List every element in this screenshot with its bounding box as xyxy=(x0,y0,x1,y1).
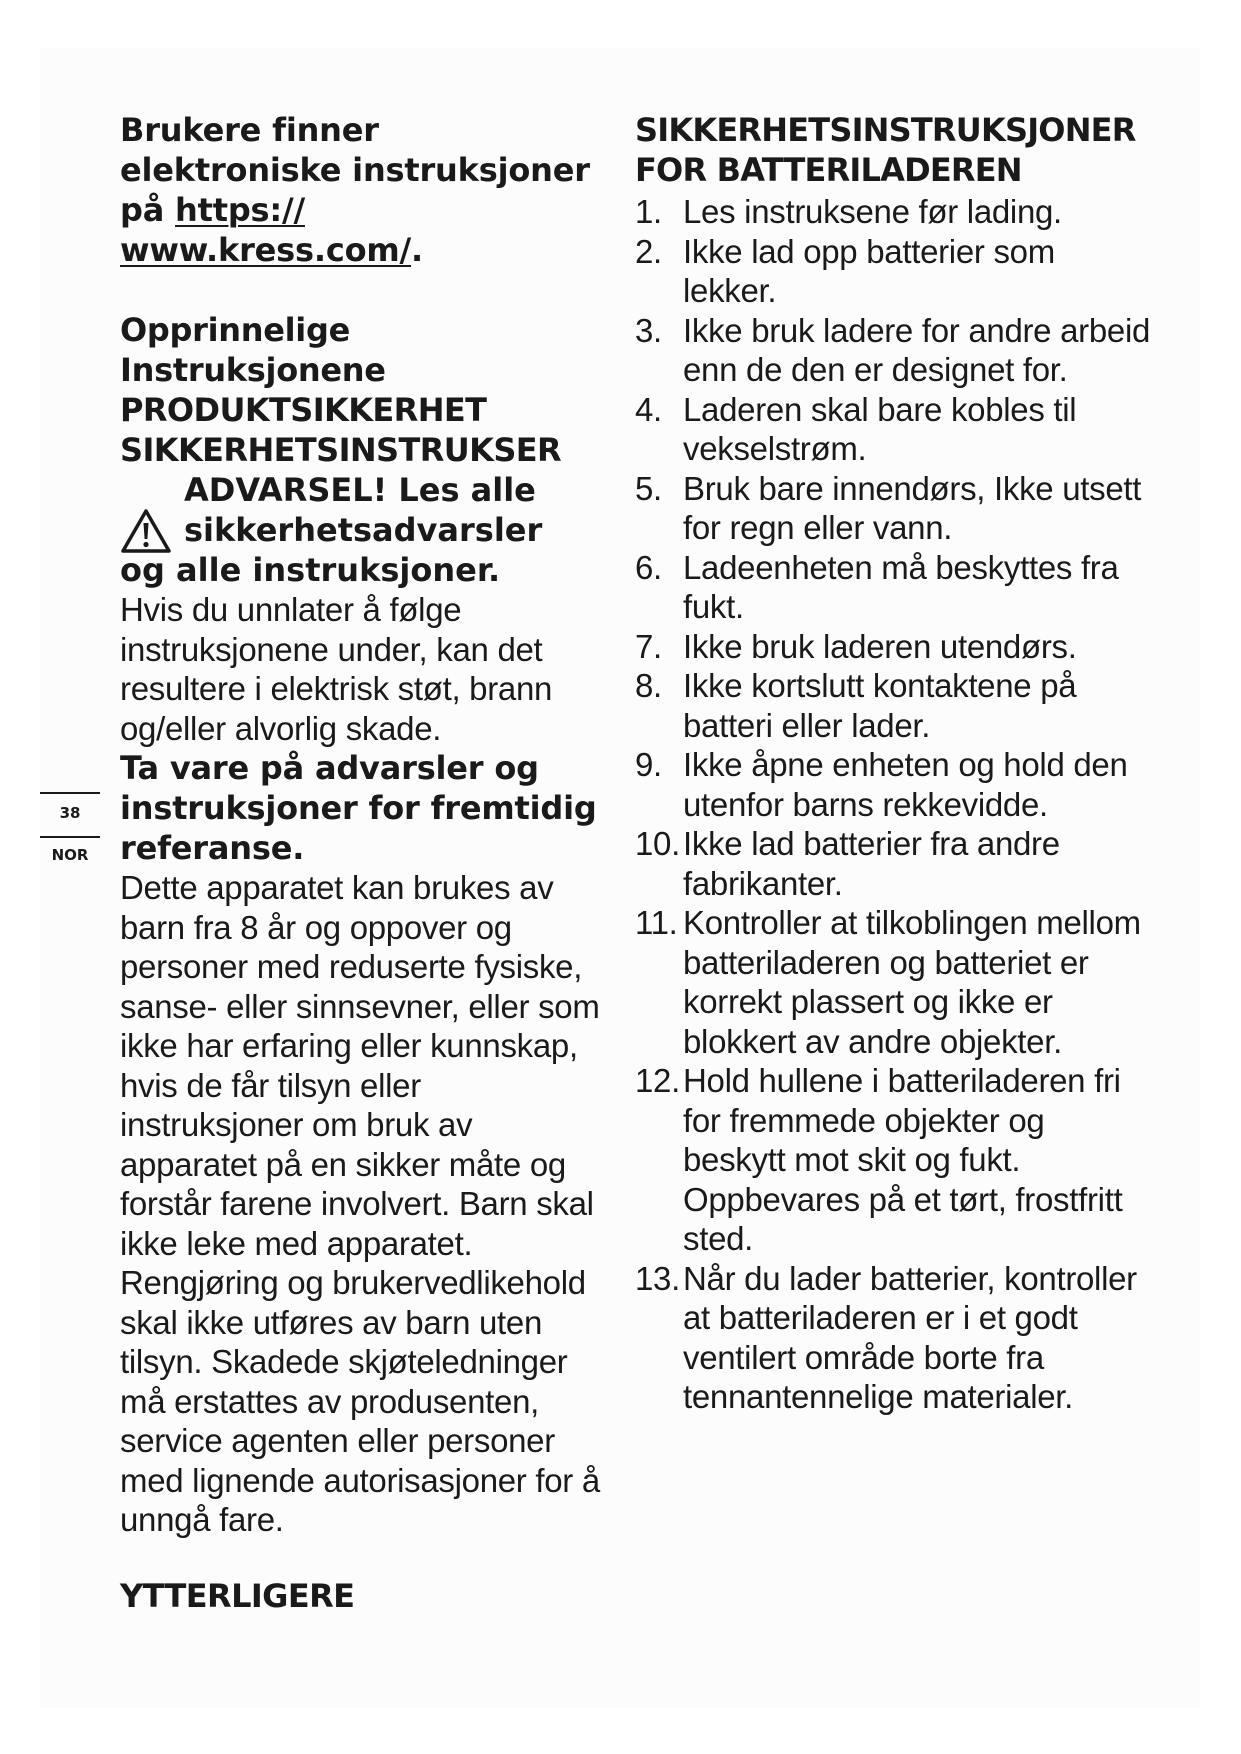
left-column xyxy=(120,110,608,1616)
original-instructions-heading xyxy=(120,310,608,390)
warning-line-2: sikkerhetsadvarsler xyxy=(184,511,543,549)
further-heading: YTTERLIGERE xyxy=(120,1576,355,1615)
list-item-number: 9. xyxy=(635,746,662,783)
keep-instructions-heading: Ta vare på advarsler og instruksjoner for fremtidig referanse. xyxy=(120,749,597,867)
safety-list-item xyxy=(635,232,1155,311)
list-item-text: Hold hullene i batteriladeren fri for fremmede objekter og beskytt mot skit og fukt. Oppbevares på et tørt, frostfritt sted. xyxy=(683,1062,1123,1257)
language-code: NOR xyxy=(51,846,89,864)
list-item-text: Ikke åpne enheten og hold den utenfor barns rekkevidde. xyxy=(683,746,1128,823)
warning-line-3: og alle instruksjoner. xyxy=(120,551,501,589)
list-item-number: 6. xyxy=(635,548,662,586)
safety-list-item xyxy=(635,192,1155,232)
list-item-text: Ikke bruk ladere for andre arbeid enn de den er designet for. xyxy=(683,311,1151,388)
safety-list-item xyxy=(635,390,1155,469)
list-item-number: 2. xyxy=(635,232,662,270)
side-divider-bottom xyxy=(40,836,100,838)
product-safety-heading: PRODUKTSIKKERHET xyxy=(120,391,487,429)
original-line-2: Instruksjonene xyxy=(120,351,386,389)
appliance-usage-text: Dette apparatet kan brukes av barn fra 8 år og oppover og personer med reduserte fysiske, sanse- eller sinnsevner, eller som ikke har erfaring eller kunnskap, hvis de får tilsyn eller instruksjoner om bruk av apparatet på en sikker måte og forstår farene involvert. Barn skal ikke leke med apparatet. Rengjøring og brukervedlikehold skal ikke utføres av barn uten tilsyn. Skadede skjøteledninger må erstattes av produsenten, service agenten eller personer med lignende autorisasjoner for å unngå fare. xyxy=(120,869,600,1538)
list-item-number: 10. xyxy=(635,825,680,862)
charger-safety-list xyxy=(635,192,1155,1417)
safety-list-item xyxy=(635,824,1155,903)
safety-list-item xyxy=(635,469,1155,548)
list-item-text: Bruk bare innendørs, Ikke utsett for regn eller vann. xyxy=(683,469,1142,546)
list-item-text: Når du lader batterier, kontroller at batteriladeren er i et godt ventilert område borte fra tennantennelige materialer. xyxy=(683,1259,1137,1415)
intro-text: Brukere finner elektroniske instruksjoner på xyxy=(120,111,590,229)
safety-instructions-heading: SIKKERHETSINSTRUKSER xyxy=(120,431,562,469)
list-item-text: Ladeenheten må beskyttes fra fukt. xyxy=(683,548,1119,625)
list-item-text: Ikke bruk laderen utendørs. xyxy=(683,627,1077,665)
kress-website-link[interactable]: https:// www.kress.com/ xyxy=(120,191,411,269)
warning-triangle-icon xyxy=(120,508,172,554)
list-item-text: Kontroller at tilkoblingen mellom batteriladeren og batteriet er korrekt plassert og ikke er blokkert av andre objekter. xyxy=(683,904,1141,1060)
safety-list-item xyxy=(635,745,1155,824)
list-item-number: 11. xyxy=(635,904,678,941)
safety-list-item xyxy=(635,548,1155,627)
battery-charger-safety-heading: SIKKERHETSINSTRUKSJONER FOR BATTERILADEREN xyxy=(635,111,1136,189)
safety-list-item xyxy=(635,1259,1155,1417)
list-item-text: Ikke lad batterier fra andre fabrikanter. xyxy=(683,825,1060,902)
list-item-number: 8. xyxy=(635,667,662,704)
list-item-number: 4. xyxy=(635,390,662,428)
side-divider-top xyxy=(40,792,100,794)
list-item-number: 1. xyxy=(635,193,662,230)
safety-list-item xyxy=(635,1061,1155,1259)
electronic-instructions-note xyxy=(120,110,608,270)
safety-list-item xyxy=(635,627,1155,667)
list-item-number: 7. xyxy=(635,627,662,665)
warning-body-text: Hvis du unnlater å følge instruksjonene under, kan det resultere i elektrisk støt, brann og/eller alvorlig skade. xyxy=(120,591,553,747)
list-item-text: Les instruksene før lading. xyxy=(683,193,1062,230)
safety-list-item xyxy=(635,311,1155,390)
list-item-text: Laderen skal bare kobles til vekselstrøm. xyxy=(683,390,1077,467)
list-item-number: 12. xyxy=(635,1062,680,1099)
list-item-number: 13. xyxy=(635,1259,680,1297)
list-item-number: 3. xyxy=(635,311,662,349)
warning-block xyxy=(120,470,608,590)
list-item-number: 5. xyxy=(635,469,662,507)
right-column xyxy=(635,110,1155,1417)
safety-list-item xyxy=(635,903,1155,1061)
safety-list-item xyxy=(635,666,1155,745)
original-line-1: Opprinnelige xyxy=(120,311,350,349)
intro-period: . xyxy=(411,231,423,269)
warning-line-1: ADVARSEL! Les alle xyxy=(184,471,536,509)
list-item-text: Ikke kortslutt kontaktene på batteri eller lader. xyxy=(683,667,1077,744)
list-item-text: Ikke lad opp batterier som lekker. xyxy=(683,232,1055,309)
page-number: 38 xyxy=(59,804,81,822)
